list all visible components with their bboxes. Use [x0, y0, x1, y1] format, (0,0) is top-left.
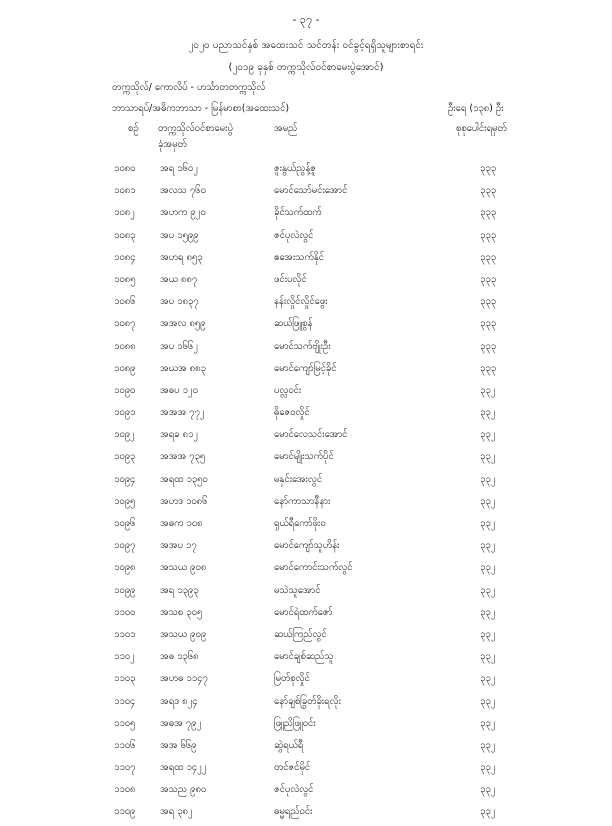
roll-number: အယအ ၈၈၃ [160, 362, 206, 374]
table-row [0, 382, 612, 404]
table-row [0, 426, 612, 448]
table-row [0, 803, 612, 825]
student-name: မောင်သက်ဗျိုးဦး [274, 340, 331, 352]
total-score: ၃၃၃ [480, 229, 497, 241]
total-score: ၃၃၂ [480, 784, 496, 796]
quota-line: ဦးရေ (၁၃၈) ဦး [448, 103, 504, 114]
results-table [0, 160, 612, 826]
student-name: မြတ်စုလှိုင် [274, 673, 310, 685]
roll-number: အဟဓ ၁၁၄၇ [160, 673, 208, 685]
total-score: ၃၃၂ [480, 606, 496, 618]
table-row [0, 204, 612, 226]
document-title: ၂၀၂၀ ပညာသင်နှစ် အထေးသင် သင်တန်း ဝင်ခွင့်ရရှိသူများစာရင်း [188, 40, 424, 51]
total-score: ၃၃၃ [480, 163, 497, 174]
total-score: ၃၃၂ [480, 518, 496, 529]
table-row [0, 249, 612, 271]
row-number: ၁၁၀၅ [114, 717, 136, 729]
table-row [0, 493, 612, 515]
roll-number: အရ ၃၈၂ [160, 806, 193, 818]
table-row [0, 160, 612, 182]
roll-number: အဓပ ၁၂၀ [160, 384, 198, 396]
total-score: ၃၃၃ [480, 273, 497, 285]
row-number: ၁၀၈၃ [114, 229, 136, 241]
table-row [0, 271, 612, 293]
total-score: ၃၃၂ [480, 584, 496, 596]
table-row [0, 559, 612, 581]
roll-number: အဟရ ၈၅၃ [160, 251, 203, 263]
roll-number: အအပ ၁၇ [160, 540, 197, 552]
table-row [0, 715, 612, 737]
total-score: ၃၃၂ [480, 673, 496, 685]
student-name: နော်ချစ်ခြွတ်ခိုးရလိုး [274, 695, 341, 707]
table-row [0, 471, 612, 493]
total-score: ၃၃၂ [480, 495, 496, 507]
roll-number: အသယ ၉၀၈ [160, 562, 207, 574]
student-name: ဆွဲရယ်ရီ [274, 739, 304, 751]
student-name: မောင်ချစ်ဆည်သူ [274, 651, 334, 663]
total-score: ၃၃၂ [480, 695, 496, 707]
row-number: ၁၁၀၃ [114, 673, 136, 685]
roll-number: အအ ၆၆၉ [160, 739, 197, 751]
roll-number: အပ ၁၆၆၂ [160, 340, 198, 352]
subject-line: ဘာသာရပ်/အဓိကဘာသာ - မြန်မာစာ(အထေးသင်) [112, 103, 290, 114]
row-number: ၁၀၉၂ [114, 429, 135, 441]
student-name: မောင်လေသင်းအောင် [274, 429, 348, 441]
row-number: ၁၁၀၀ [114, 606, 136, 618]
row-number: ၁၀၈၀ [114, 163, 136, 174]
table-row [0, 537, 612, 559]
table-row [0, 759, 612, 781]
row-number: ၁၀၈၉ [114, 362, 136, 374]
roll-number: အရဒ ၈၂၄ [160, 695, 198, 707]
table-row [0, 448, 612, 470]
row-number: ၁၁၀၇ [114, 762, 136, 774]
student-name: မသဲသူအောင် [274, 584, 321, 596]
table-row [0, 515, 612, 537]
roll-number: အဓက ၁၀၈ [160, 518, 203, 529]
roll-number: အဓ ၁၃၆၈ [160, 651, 199, 663]
total-score: ၃၃၂ [480, 473, 496, 485]
student-name: ဧအေးသက်နိုင် [274, 251, 324, 263]
row-number: ၁၁၀၈ [114, 784, 136, 796]
roll-number: အပ ၁၅၉၉ [160, 229, 199, 241]
roll-number: အသယ ၉၀၉ [160, 628, 207, 640]
total-score: ၃၃၂ [480, 451, 496, 463]
student-name: မောင်ကျော်သူဟိန်း [274, 540, 340, 552]
roll-number: အဓအ ၇၉၂ [160, 717, 202, 729]
roll-number: အအလ ၈၅၉ [160, 318, 206, 330]
roll-number: အအအ ၇၃၅ [160, 451, 206, 463]
roll-number: အရထ ၁၃၅၀ [160, 473, 208, 485]
row-number: ၁၀၈၄ [114, 251, 136, 263]
total-score: ၃၃၂ [480, 562, 496, 574]
roll-number: အပ ၁၈၃၇ [160, 296, 199, 308]
student-name: ဖြူညိဖြူဝင်း [274, 717, 316, 729]
roll-number: အအအ ၇၇၂ [160, 407, 205, 419]
row-number: ၁၀၉၃ [114, 451, 136, 463]
row-number: ၁၀၈၁ [114, 185, 136, 197]
row-number: ၁၀၉၆ [114, 518, 136, 529]
table-row [0, 648, 612, 670]
row-number: ၁၁၀၉ [114, 806, 136, 818]
total-score: ၃၃၃ [480, 318, 497, 330]
student-name: ဓိုဇေဝလှိုင် [274, 407, 310, 419]
roll-number: အရထ ၁၄၂၂ [160, 762, 207, 774]
row-number: ၁၀၉၄ [114, 473, 136, 485]
total-score: ၃၃၃ [480, 251, 497, 263]
column-header-roll-line2: ခုံအမှတ် [158, 139, 187, 150]
row-number: ၁၀၉၅ [114, 495, 136, 507]
table-row [0, 404, 612, 426]
total-score: ၃၃၃ [480, 296, 497, 308]
table-row [0, 227, 612, 249]
student-name: နန်းလှိုင်လှိုင်ဖွေး [274, 296, 328, 308]
row-number: ၁၁၀၂ [114, 651, 135, 663]
column-header-score: စုစုပေါင်းရမှတ် [456, 123, 507, 134]
total-score: ၃၃၂ [480, 717, 496, 729]
column-header-roll: တက္ကသိုလ်ဝင်စာမေးပွဲ [158, 123, 233, 134]
table-row [0, 737, 612, 759]
student-name: မောင်ကျော်မြင့်ခိုင် [274, 362, 337, 374]
student-name: မောင်ကောင်းသက်လွင် [274, 562, 353, 574]
student-name: ရှယ်ရီကော်ဖိုး၀ [274, 518, 326, 529]
roll-number: အရ ၁၆၀၂ [160, 163, 198, 174]
roll-number: အသစ ၃၀၅ [160, 606, 203, 618]
total-score: ၃၃၂ [480, 739, 496, 751]
table-row [0, 693, 612, 715]
total-score: ၃၃၂ [480, 429, 496, 441]
total-score: ၃၃၂ [480, 384, 496, 396]
column-header-name: အမည် [274, 123, 298, 134]
row-number: ၁၀၈၆ [114, 296, 136, 308]
row-number: ၁၀၉၉ [114, 584, 136, 596]
total-score: ၃၃၃ [480, 340, 497, 352]
student-name: ဆယ်ကြည်လွင် [274, 628, 327, 640]
table-row [0, 604, 612, 626]
table-row [0, 360, 612, 382]
total-score: ၃၃၂ [480, 407, 496, 419]
row-number: ၁၁၀၄ [114, 695, 136, 707]
row-number: ၁၀၉၀ [114, 384, 136, 396]
table-row [0, 293, 612, 315]
row-number: ၁၀၈၇ [114, 318, 136, 330]
student-name: ဖင်းပလိုင် [274, 273, 307, 285]
student-name: ပလ္လဝင်း [274, 384, 302, 396]
roll-number: အဟက ၉၂၀ [160, 207, 206, 219]
total-score: ၃၃၃ [480, 207, 497, 219]
table-row [0, 781, 612, 803]
student-name: ဓမ္မရည်ဝင်း [274, 806, 313, 818]
student-name: တင်ဇင်မိုင် [274, 762, 311, 774]
row-number: ၁၀၉၇ [114, 540, 136, 552]
student-name: ဇင်ပုလဲလွင် [274, 784, 314, 796]
roll-number: အရခ ၈၁၂ [160, 429, 198, 441]
document-subtitle: (၂၀၁၉ ခုနှစ် တက္ကသိုလ်ဝင်စာမေးပွဲအောင်) [228, 62, 384, 73]
row-number: ၁၁၀၁ [114, 628, 136, 640]
table-row [0, 626, 612, 648]
total-score: ၃၃၂ [480, 806, 496, 818]
roll-number: အယ ၈၈၇ [160, 273, 198, 285]
total-score: ၃၃၂ [480, 762, 496, 774]
student-name: ဇင်ပုလဲလွင် [274, 229, 314, 241]
student-name: ဆယ်ဖြူစွန် [274, 318, 313, 330]
university-line: တက္ကသိုလ်/ ကောလိပ် - ဟင်္သာတတက္ကသိုလ် [112, 82, 266, 93]
table-row [0, 582, 612, 604]
student-name: မောင်သော်မင်းအောင် [274, 185, 348, 197]
page-number: - ၃၇ - [292, 13, 320, 26]
table-row [0, 338, 612, 360]
row-number: ၁၁၀၆ [114, 739, 136, 751]
row-number: ၁၀၈၅ [114, 273, 136, 285]
roll-number: အဟဒ ၁၀၈၆ [160, 495, 208, 507]
total-score: ၃၃၃ [480, 185, 497, 197]
roll-number: အရ ၁၃၉၃ [160, 584, 199, 596]
total-score: ၃၃၂ [480, 628, 496, 640]
total-score: ၃၃၃ [480, 362, 497, 374]
total-score: ၃၃၂ [480, 540, 496, 552]
column-header-no: စဉ် [128, 123, 139, 134]
student-name: ဇူးနွယ်ညွန့်ဇူ [274, 163, 316, 174]
roll-number: အလသ ၇၆၀ [160, 185, 206, 197]
table-row [0, 315, 612, 337]
total-score: ၃၃၂ [480, 651, 496, 663]
student-name: ခိုင်သက်ထက် [274, 207, 322, 219]
student-name: နော်ကာသာနီနား [274, 495, 331, 507]
roll-number: အသည ၉၈၀ [160, 784, 207, 796]
student-name: မောင်မျိုးသက်ပိုင် [274, 451, 334, 463]
student-name: မနှင်းအေးလွင် [274, 473, 323, 485]
row-number: ၁၀၈၂ [114, 207, 135, 219]
table-row [0, 182, 612, 204]
table-row [0, 670, 612, 692]
student-name: မောင်ရဲထက်ဇော် [274, 606, 333, 618]
row-number: ၁၀၉၁ [114, 407, 136, 419]
row-number: ၁၀၈၈ [114, 340, 136, 352]
row-number: ၁၀၉၈ [114, 562, 136, 574]
